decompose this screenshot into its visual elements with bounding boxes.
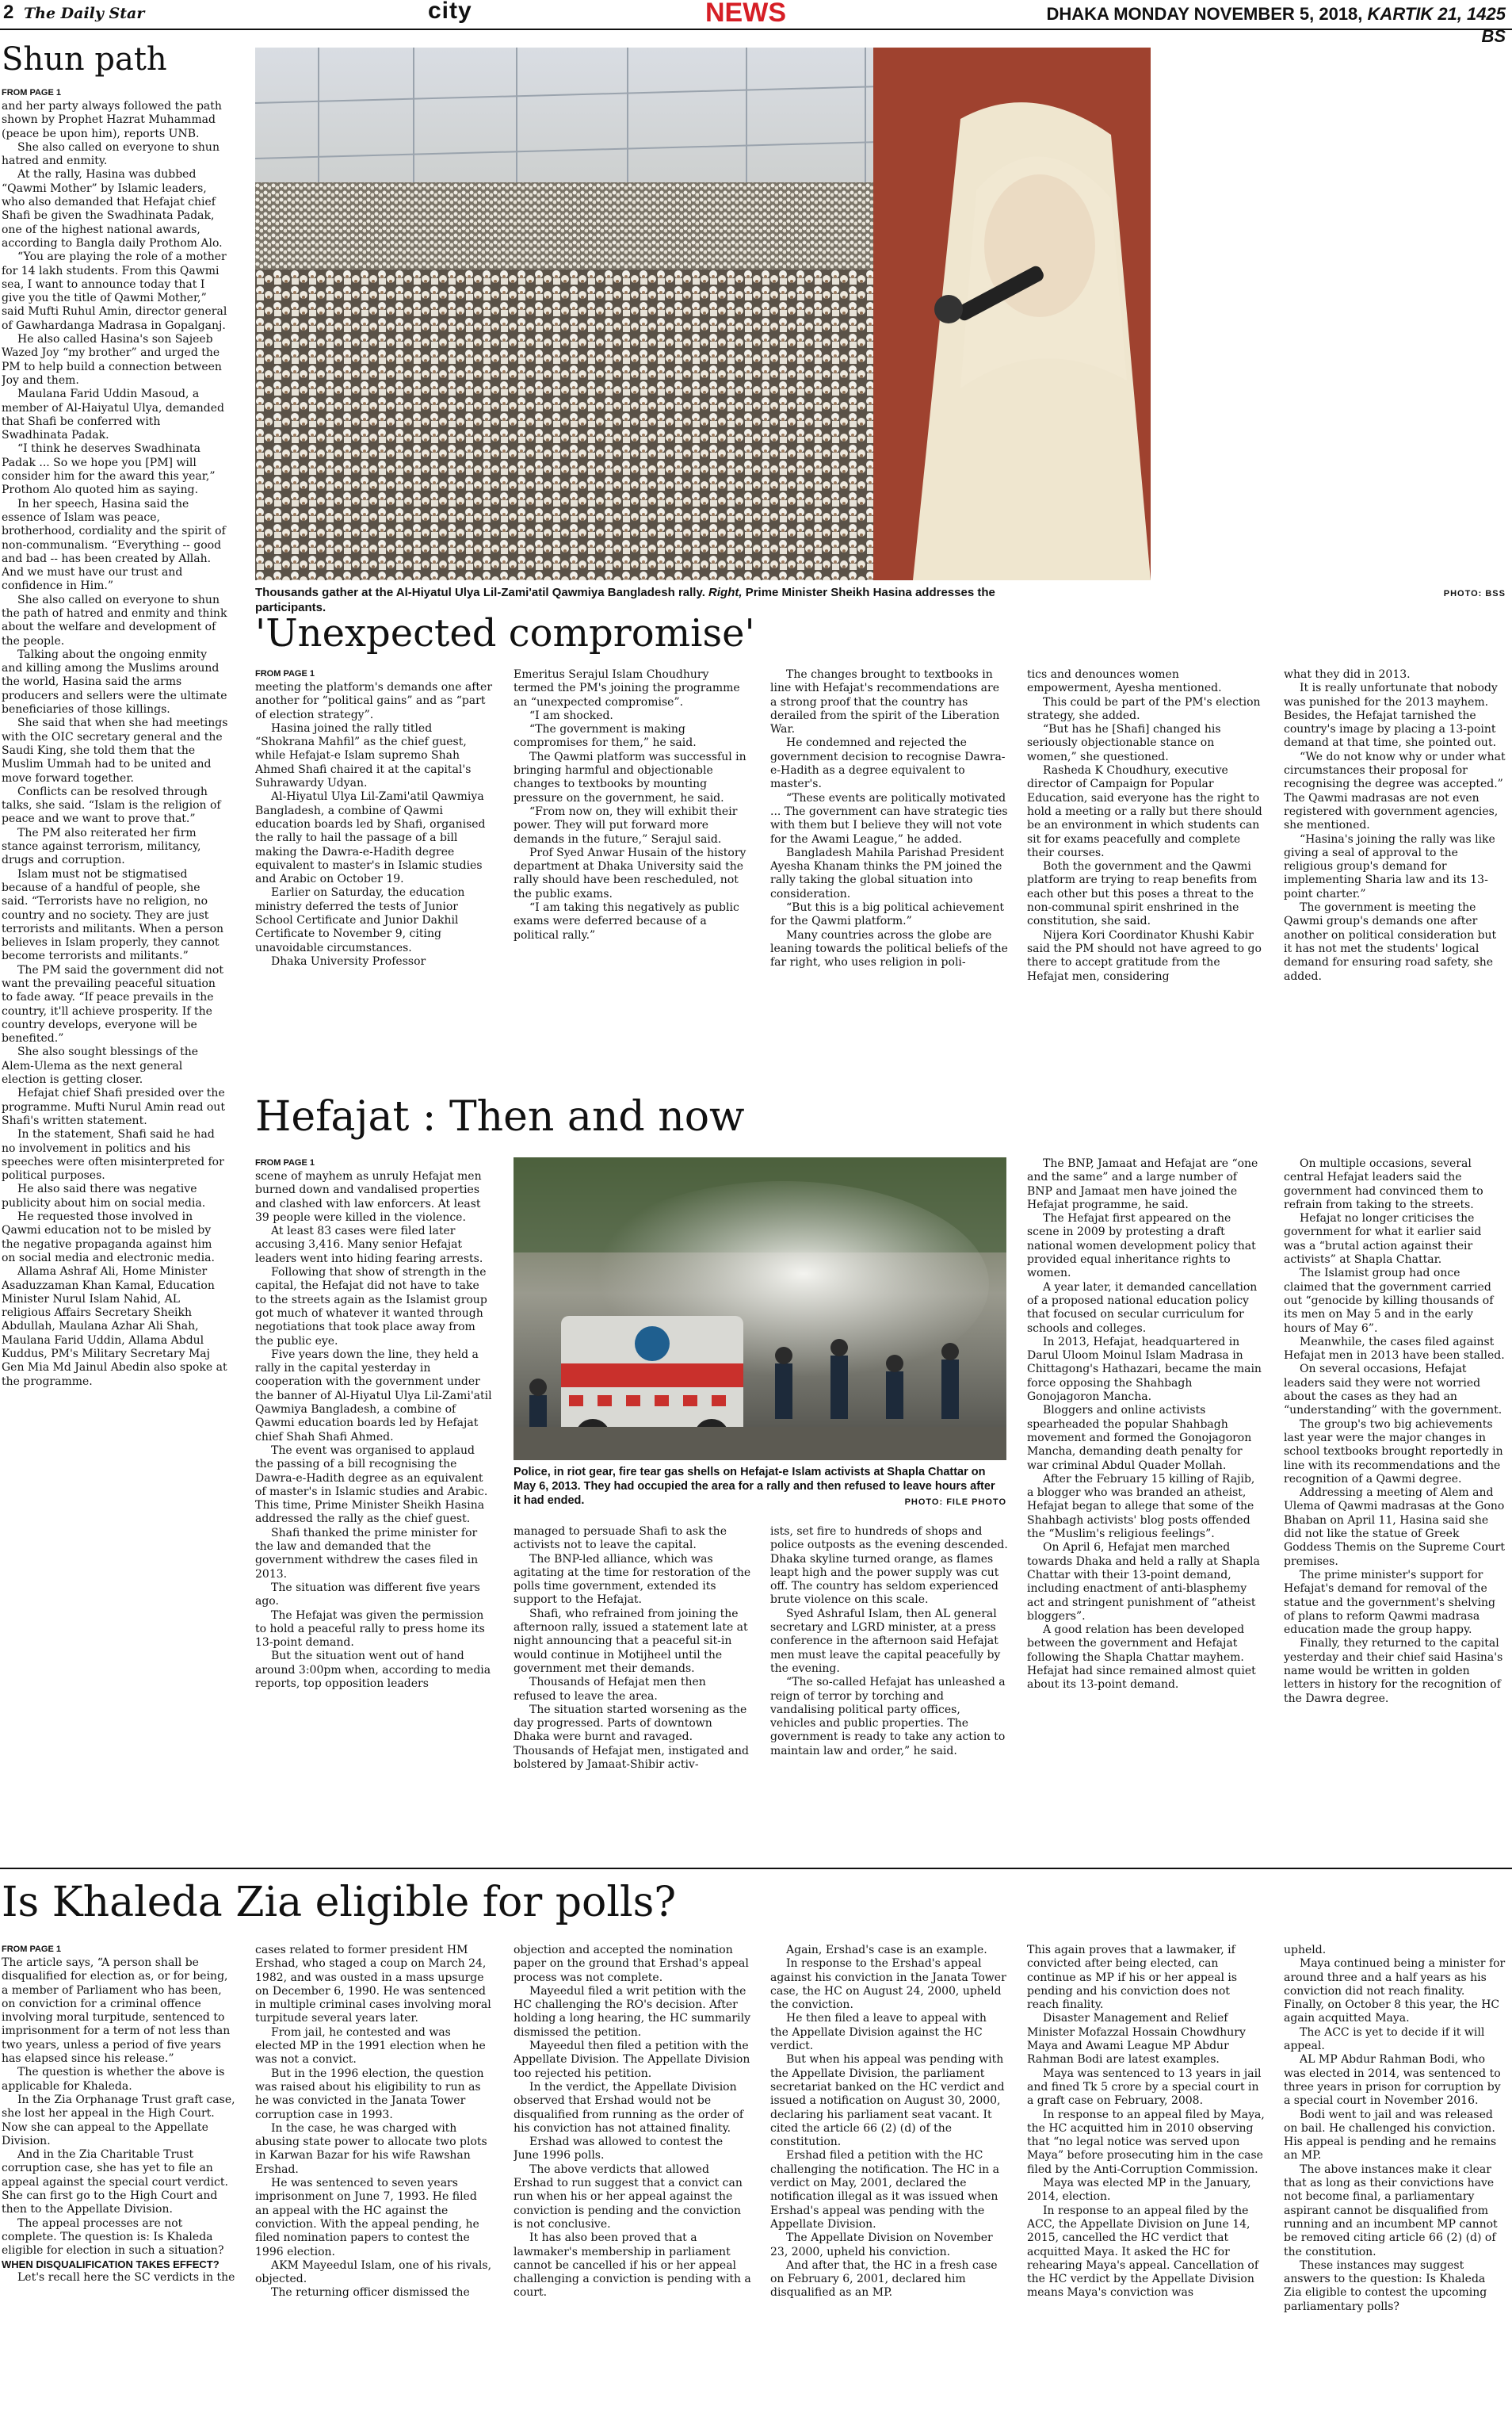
article-paragraph: Mayeedul filed a writ petition with the HC challenging the RO's decision. After holding a long hearing, the HC summarily dismissed the petition. xyxy=(514,1984,751,2039)
article-paragraph: Hasina joined the rally titled “Shokrana Mahfil” as the chief guest, while Hefajat-e Islam supremo Shah Ahmed Shafi chaired it at the capital's Suhrawardy Udyan. xyxy=(255,721,472,790)
article-paragraph: Maya continued being a minister for around three and a half years as his conviction did not reach finality. Finally, on October 8 this year, the HC again acquitted Maya. xyxy=(1284,1957,1506,2025)
hefajat-col-1-body xyxy=(255,1170,493,1691)
article-paragraph: The Appellate Division on November 23, 2000, upheld his conviction. xyxy=(770,2231,993,2258)
article-paragraph: Again, Ershad's case is an example. xyxy=(786,1944,987,1956)
article-paragraph: These instances may suggest answers to the question: Is Khaleda Zia eligible to contest the upcoming parliamentary polls? xyxy=(1284,2258,1487,2313)
from-page-label: FROM PAGE 1 xyxy=(255,669,315,679)
article-paragraph: “I think he deserves Swadhinata Padak ... So we hope you [PM] will consider him for the award this year,” Prothom Alo quoted him as saying. xyxy=(2,442,216,497)
article-paragraph: A good relation has been developed between the government and Hefajat following the Shapla Chattar mayhem. Hefajat had since remained almost quiet about its 13-point demand. xyxy=(1027,1623,1256,1692)
article-paragraph: what they did in 2013. xyxy=(1284,668,1411,681)
article-paragraph: In the case, he was charged with abusing state power to allocate two plots in Karwan Bazar for his wife Rawshan Ershad. xyxy=(255,2121,487,2176)
unexpected-col-2 xyxy=(514,668,751,1080)
article-paragraph: The article says, “A person shall be disqualified for election as, or for being, a member of Parliament who has been, on conviction for a criminal offence involving moral turpitude, sentenced to imprisonment for a term of not less than two years, unless a period of five years has elapsed since his release.” xyxy=(2,1956,231,2066)
article-paragraph: The above verdicts that allowed Ershad to run suggest that a convict can run when his or her appeal against the conviction is pending and the conviction is not conclusive. xyxy=(514,2163,743,2231)
rally-caption-emphasis: Right, xyxy=(708,586,743,599)
article-paragraph: “I am shocked. xyxy=(529,709,613,722)
article-paragraph: “These events are politically motivated ... The government can have strategic ties with them but I believe they will not vote for the Awami League,” he added. xyxy=(770,791,1008,846)
from-page-label: FROM PAGE 1 xyxy=(2,1945,61,1954)
article-paragraph: She said that when she had meetings with the OIC secretary general and the Saudi King, she told them that the Muslim Ummah had to be united and move forward together. xyxy=(2,717,228,785)
khaleda-headline: Is Khaleda Zia eligible for polls? xyxy=(2,1879,677,1926)
article-paragraph: This could be part of the PM's election strategy, she added. xyxy=(1027,695,1261,722)
article-paragraph: “But has he [Shafi] changed his seriously objectionable stance on women,” she questioned. xyxy=(1027,723,1221,763)
article-paragraph: Maulana Farid Uddin Masoud, a member of Al-Haiyatul Ulya, demanded that Shafi be conferred with Swadhinata Padak. xyxy=(2,388,224,442)
shun-path-body xyxy=(2,100,228,1389)
article-paragraph: But in the 1996 election, the question was raised about his eligibility to run as he was convicted in the Janata Tower corruption case in 1993. xyxy=(255,2067,484,2121)
article-paragraph: Earlier on Saturday, the education ministry deferred the tests of Junior School Certificate and Junior Dakhil Certificate to November 9, citing unavoidable circumstances. xyxy=(255,886,465,954)
article-paragraph: In response to an appeal filed by the ACC, the Appellate Division on June 14, 2015, cancelled the HC verdict that acquitted Maya. It asked the HC for rehearing Maya's appeal. Cancellation of the HC verdict by the Appellate Division means Maya's conviction was xyxy=(1027,2204,1259,2300)
article-paragraph: In 2013, Hefajat, headquartered in Darul Uloom Moinul Islam Madrasa in Chittagong's Hathazari, became the main force opposing the Shahbagh Gonojagoron Mancha. xyxy=(1027,1335,1262,1404)
article-paragraph: Hefajat chief Shafi presided over the programme. Mufti Nurul Amin read out Shafi's written statement. xyxy=(2,1087,225,1127)
article-paragraph: At least 83 cases were filed later accusing 3,416. Many senior Hefajat leaders went into hiding fearing arrests. xyxy=(255,1225,483,1265)
article-paragraph: On April 6, Hefajat men marched towards Dhaka and held a rally at Shapla Chattar with their 13-point demand, including enactment of anti-blasphemy act and stringent punishment of “atheist bloggers”. xyxy=(1027,1541,1260,1623)
article-paragraph: The group's two big achievements last year were the major changes in school textbooks brought reportedly in line with its recommendations and the recognition of a Qawmi degree. xyxy=(1284,1417,1503,1486)
from-page-label: FROM PAGE 1 xyxy=(255,1158,315,1168)
hefajat-col-1 xyxy=(255,1157,493,1855)
article-paragraph: Shafi thanked the prime minister for the law and demanded that the government withdrew the cases filed in 2013. xyxy=(255,1526,479,1581)
article-paragraph: It has also been proved that a lawmaker's membership in parliament cannot be cancelled if his or her appeal challenging a conviction is pending with a court. xyxy=(514,2231,751,2300)
khaleda-col-1-body xyxy=(2,1956,236,2258)
article-paragraph: “We do not know why or under what circumstances their proposal for recognising the degree was accepted.” The Qawmi madrasas are not even registered with government agencies, she mentioned. xyxy=(1284,750,1506,832)
article-paragraph: upheld. xyxy=(1284,1944,1327,1956)
article-paragraph: Meanwhile, the cases filed against Hefajat men in 2013 have been stalled. xyxy=(1284,1335,1505,1363)
article-paragraph: The event was organised to applaud the passing of a bill recognising the Dawra-e-Hadith degree as an equivalent of master's in Islamic studies and Arabic. This time, Prime Minister Sheikh Hasina addressed the rally as the chief guest. xyxy=(255,1444,488,1526)
article-paragraph: Bloggers and online activists spearheaded the popular Shahbagh movement and formed the Gonojagoron Mancha, demanding death penalty for war criminal Abdul Quader Mollah. xyxy=(1027,1404,1252,1472)
article-paragraph: Islam must not be stigmatised because of a handful of people, she said. “Terrorists have no religion, no country and no society. They are just terrorists and militants. When a person believes in Islam properly, they cannot become terrorists and militants.” xyxy=(2,867,224,963)
article-paragraph: The situation was different five years ago. xyxy=(255,1581,480,1608)
khaleda-col-1-tail: Let's recall here the SC verdicts in the xyxy=(17,2270,235,2284)
khaleda-col-3 xyxy=(514,1944,751,2410)
article-paragraph: The above instances make it clear that as long as their convictions have not become final, a parliamentary aspirant cannot be disqualified from running and an incumbent MP cannot be removed citing article 66 (2) (d) of the constitution. xyxy=(1284,2163,1498,2258)
article-paragraph: The BNP, Jamaat and Hefajat are “one and the same” and a large number of BNP and Jamaat men have joined the Hefajat programme, he said. xyxy=(1027,1157,1258,1211)
khaleda-col-5 xyxy=(1027,1944,1265,2410)
article-paragraph: Thousands of Hefajat men then refused to leave the area. xyxy=(514,1676,706,1703)
khaleda-col-1 xyxy=(2,1944,236,2410)
article-paragraph: He requested those involved in Qawmi education not to be misled by the negative propaganda against him on social media and electronic media. xyxy=(2,1210,215,1264)
article-paragraph: But when his appeal was pending with the Appellate Division, the parliament secretariat banked on the HC verdict and issued a notification on August 30, 2000, declaring his parliament seat vacant. It cited the article 66 (2) (d) of the constitution. xyxy=(770,2053,1005,2149)
unexpected-col-4 xyxy=(1027,668,1265,1080)
article-paragraph: The appeal processes are not complete. The question is: Is Khaleda eligible for election in such a situation? xyxy=(2,2216,224,2258)
article-paragraph: scene of mayhem as unruly Hefajat men burned down and vandalised properties and clashed with law enforcers. At least 39 people were killed in the violence. xyxy=(255,1170,482,1224)
section-tag: NEWS xyxy=(705,0,786,28)
article-paragraph: In response to the Ershad's appeal against his conviction in the Janata Tower case, the HC on August 24, 2000, upheld the conviction. xyxy=(770,1957,1006,2012)
article-paragraph: He also called Hasina's son Sajeeb Wazed Joy “my brother” and urged the PM to help build a connection between Joy and them. xyxy=(2,333,222,387)
article-paragraph: “But this is a big political achievement for the Qawmi platform.” xyxy=(770,901,1004,928)
paper-name: The Daily Star xyxy=(24,5,145,22)
article-paragraph: He also said there was negative publicity about him on social media. xyxy=(2,1183,206,1210)
article-paragraph: ists, set fire to hundreds of shops and police outposts as the evening descended. Dhaka skyline turned orange, as flames leapt high and the power supply was cut off. The country has seldom experienced brute violence on this scale. xyxy=(770,1525,1008,1607)
article-paragraph: On several occasions, Hefajat leaders said they were not worried about the cases as they had an “understanding” with the government. xyxy=(1284,1363,1502,1417)
article-paragraph: Five years down the line, they held a rally in the capital yesterday in cooperation with the government under the banner of Al-Hiyatul Ulya Lil-Zami'atil Qawmiya Bangladesh, a combine of Qawmi education boards led by Hefajat chief Shah Shafi Ahmed. xyxy=(255,1348,492,1444)
article-paragraph: In the verdict, the Appellate Division observed that Ershad would not be disqualified from running as the order of his conviction has not attained finality. xyxy=(514,2080,744,2135)
article-paragraph: “The government is making compromises for them,” he said. xyxy=(514,723,697,750)
article-paragraph: At the rally, Hasina was dubbed “Qawmi Mother” by Islamic leaders, who also demanded that Hefajat chief Shafi be given the Swadhinata Padak, one of the highest national awards, according to Bangla daily Prothom Alo. xyxy=(2,168,223,250)
dateline-city: DHAKA xyxy=(1046,4,1109,24)
article-paragraph: The BNP-led alliance, which was agitating at the time for restoration of the polls time government, extended its support to the Hefajat. xyxy=(514,1552,751,1607)
article-paragraph: In response to an appeal filed by Maya, the HC acquitted him in 2010 observing that “no legal notice was served upon Maya” before prosecuting him in the case filed by the Anti-Corruption Commission. xyxy=(1027,2108,1265,2176)
article-paragraph: She also sought blessings of the Alem-Ulema as the next general election is getting closer. xyxy=(2,1046,199,1087)
article-paragraph: And after that, the HC in a fresh case on February 6, 2001, declared him disqualified as an MP. xyxy=(770,2258,998,2300)
article-paragraph: Ershad filed a petition with the HC challenging the notification. The HC in a verdict on May, 2001, declared the notification illegal as it was issued when Ershad's appeal was pending with the Appellate Division. xyxy=(770,2149,999,2231)
article-paragraph: The Islamist group had once claimed that the government carried out “genocide by killing thousands of its men on May 5 and in the early hours of May 6”. xyxy=(1284,1267,1494,1335)
riot-photo-credit: PHOTO: FILE PHOTO xyxy=(904,1497,1006,1507)
khaleda-col-4 xyxy=(770,1944,1008,2410)
article-paragraph: managed to persuade Shafi to ask the activists not to leave the capital. xyxy=(514,1525,727,1552)
article-paragraph: Both the government and the Qawmi platform are trying to reap benefits from each other but this poses a threat to the non-communal spirit enshrined in the constitution, she said. xyxy=(1027,860,1258,928)
article-paragraph: Following that show of strength in the capital, the Hefajat did not have to take to the streets again as the Islamist group got much of whatever it wanted through negotiations that took place away from the public eye. xyxy=(255,1266,487,1348)
article-paragraph: Dhaka University Professor xyxy=(271,954,426,968)
article-paragraph: On multiple occasions, several central Hefajat leaders said the government had convinced them to refrain from taking to the streets. xyxy=(1284,1157,1483,1211)
riot-photo-caption: Police, in riot gear, fire tear gas shells on Hefajat-e Islam activists at Shapla Chattar on May 6, 2013. They had occupied the area for a rally and then refused to leave hours after it had ended. xyxy=(514,1466,995,1507)
article-paragraph: The changes brought to textbooks in line with Hefajat's recommendations are a strong proof that the country has derailed from the spirit of the Liberation War. xyxy=(770,668,1000,736)
article-paragraph: The PM said the government did not want the prevailing peaceful situation to fade away. “If peace prevails in the country, it'll achieve prosperity. If the country develops, everyone will be benefited.” xyxy=(2,963,223,1046)
unexpected-col-1 xyxy=(255,668,493,1080)
page-number: 2 xyxy=(3,2,14,23)
dateline-bangla: KARTIK 21, 1425 BS xyxy=(1367,4,1506,46)
article-paragraph: But the situation went out of hand around 3:00pm when, according to media reports, top opposition leaders xyxy=(255,1650,491,1690)
article-paragraph: Maya was sentenced to 13 years in jail and fined Tk 5 crore by a special court in a graft case on February, 2008. xyxy=(1027,2067,1262,2108)
khaleda-col-2 xyxy=(255,1944,493,2410)
article-paragraph: The Hefajat was given the permission to hold a peaceful rally to press home its 13-point demand. xyxy=(255,1608,485,1650)
article-paragraph: Ershad was allowed to contest the June 1996 polls. xyxy=(514,2136,724,2163)
article-paragraph: Disaster Management and Relief Minister Mofazzal Hossain Chowdhury Maya and Awami League MP Abdur Rahman Bodi are latest examples. xyxy=(1027,2012,1246,2067)
article-paragraph: Shafi, who refrained from joining the afternoon rally, issued a statement late at night announcing that a peaceful sit-in would continue in Motijheel until the government met their demands. xyxy=(514,1607,748,1675)
from-page-label: FROM PAGE 1 xyxy=(2,88,61,98)
article-paragraph: It is really unfortunate that nobody was punished for the 2013 mayhem. Besides, the Hefajat tarnished the country's image by placing a 13-point demand at that time, she pointed out. xyxy=(1284,682,1498,750)
unexpected-col-1-body xyxy=(255,681,493,969)
article-paragraph: A year later, it demanded cancellation of a proposed national education policy that focused on secular curriculum for schools and colleges. xyxy=(1027,1280,1258,1335)
article-paragraph: Conflicts can be resolved through talks, she said. “Islam is the religion of peace and we want to prove that.” xyxy=(2,785,221,826)
article-paragraph: He was sentenced to seven years imprisonment on June 7, 1993. He filed an appeal with the HC against the conviction. With the appeal pending, he filed nomination papers to contest the 1996 election. xyxy=(255,2177,479,2258)
unexpected-headline: 'Unexpected compromise' xyxy=(255,611,755,656)
article-paragraph: The government is meeting the Qawmi group's demands one after another on political consideration but it has not met the students' logical demand for ensuring road safety, she added. xyxy=(1284,901,1497,983)
hefajat-col-4 xyxy=(1027,1157,1265,1855)
article-paragraph: “From now on, they will exhibit their power. They will put forward more demands in the future,” Serajul said. xyxy=(514,805,738,846)
article-paragraph: The returning officer dismissed the xyxy=(271,2286,470,2300)
article-paragraph: Finally, they returned to the capital yesterday and their chief said Hasina's name would be written in golden letters in history for the recognition of the Dawra degree. xyxy=(1284,1637,1503,1705)
article-paragraph: Rasheda K Choudhury, executive director of Campaign for Popular Education, said everyone has the right to hold a meeting or a rally but there should be an environment in which students can sit for exams peacefully and complete their courses. xyxy=(1027,764,1262,859)
article-paragraph: Mayeedul then filed a petition with the Appellate Division. The Appellate Division too rejected his petition. xyxy=(514,2040,750,2080)
section-label: city xyxy=(428,0,472,24)
article-paragraph: objection and accepted the nomination paper on the ground that Ershad's appeal process was not complete. xyxy=(514,1944,749,1984)
article-paragraph: “Hasina's joining the rally was like giving a seal of approval to the religious group's demand for implementing Sharia law and its 13-point charter.” xyxy=(1284,832,1495,901)
article-paragraph: This again proves that a lawmaker, if convicted after being elected, can continue as MP if his or her appeal is pending and his conviction does not reach finality. xyxy=(1027,1944,1238,2012)
article-paragraph: Emeritus Serajul Islam Choudhury termed the PM's joining the programme an “unexpected compromise”. xyxy=(514,668,740,709)
article-paragraph: Prof Syed Anwar Husain of the history department at Dhaka University said the rally should have been rescheduled, not the public exams. xyxy=(514,846,746,901)
article-paragraph: Bangladesh Mahila Parishad President Ayesha Khanam thinks the PM joined the rally taking the global situation into consideration. xyxy=(770,846,1005,901)
khaleda-subhead: WHEN DISQUALIFICATION TAKES EFFECT? xyxy=(2,2258,220,2270)
article-paragraph: She also called on everyone to shun hatred and enmity. xyxy=(2,140,220,168)
article-paragraph: Talking about the ongoing enmity and killing among the Muslims around the world, Hasina said the arms producers and sellers were the ultimate beneficiaries of those killings. xyxy=(2,648,227,717)
hefajat-col-3 xyxy=(770,1525,1008,1858)
article-paragraph: Nijera Kori Coordinator Khushi Kabir said the PM should not have agreed to go there to accept gratitude from the Hefajat men, considering xyxy=(1027,928,1262,983)
article-paragraph: In the Zia Orphanage Trust graft case, she lost her appeal in the High Court. Now she can appeal to the Appellate Division. xyxy=(2,2093,235,2147)
article-paragraph: Hefajat no longer criticises the government for what it earlier said was a “brutal action against their activists” at Shapla Chattar. xyxy=(1284,1212,1482,1267)
rally-photo-credit: PHOTO: BSS xyxy=(1443,589,1506,598)
shun-path-headline: Shun path xyxy=(2,41,167,78)
hefajat-headline: Hefajat : Then and now xyxy=(255,1093,745,1141)
article-paragraph: In the statement, Shafi said he had no involvement in politics and his speeches were often misinterpreted for political purposes. xyxy=(2,1128,224,1183)
article-paragraph: AL MP Abdur Rahman Bodi, who was elected in 2014, was sentenced to three years in prison for corruption by a special court in November 2016. xyxy=(1284,2053,1501,2108)
article-paragraph: Maya was elected MP in the January, 2014, election. xyxy=(1027,2177,1251,2204)
article-paragraph: The PM also reiterated her firm stance against terrorism, militancy, drugs and corruption. xyxy=(2,826,201,867)
article-paragraph: Allama Ashraf Ali, Home Minister Asaduzzaman Khan Kamal, Education Minister Nurul Islam Nahid, AL religious Affairs Secretary Sheikh Abdullah, Maulana Azhar Ali Shah, Maulana Farid Uddin, Allama Abdul Kuddus, PM's Military Secretary Maj Gen Mia Md Jainul Abedin also spoke at the programme. xyxy=(2,1265,227,1388)
article-paragraph: and her party always followed the path shown by Prophet Hazrat Muhammad (peace be upon him), reports UNB. xyxy=(2,100,222,140)
article-paragraph: Addressing a meeting of Alem and Ulema of Qawmi madrasas at the Gono Bhaban on April 11, Hasina said she did not like the statue of Greek Goddess Themis on the Supreme Court premises. xyxy=(1284,1486,1505,1568)
rally-crowd-photo xyxy=(255,48,1151,580)
dateline-day: MONDAY NOVEMBER 5, 2018, xyxy=(1113,4,1363,24)
article-paragraph: Bodi went to jail and was released on bail. He challenged his conviction. His appeal is pending and he remains an MP. xyxy=(1284,2108,1497,2163)
article-paragraph: “The so-called Hefajat has unleashed a reign of terror by torching and vandalising political party offices, vehicles and public properties. The government is ready to take any action to maintain law and order,” he said. xyxy=(770,1676,1006,1757)
article-paragraph: cases related to former president HM Ershad, who staged a coup on March 24, 1982, and was ousted in a mass upsurge on December 6, 1990. He was sentenced in multiple criminal cases involving moral turpitude several years later. xyxy=(255,1944,491,2025)
article-paragraph: AKM Mayeedul Islam, one of his rivals, objected. xyxy=(255,2258,492,2286)
article-paragraph: “I am taking this negatively as public exams were deferred because of a political rally.” xyxy=(514,901,739,942)
dateline xyxy=(1038,3,1506,48)
rally-caption-part: Prime Minister Sheikh Hasina addresses the participants. xyxy=(255,586,995,614)
article-paragraph: The question is whether the above is applicable for Khaleda. xyxy=(2,2066,225,2093)
shun-path-article xyxy=(2,87,228,1863)
article-paragraph: Many countries across the globe are leaning towards the political beliefs of the far right, who uses religion in poli- xyxy=(770,928,1008,969)
article-paragraph: “You are playing the role of a mother for 14 lakh students. From this Qawmi sea, I want to announce today that I give you the title of Qawmi Mother,” said Mufti Ruhul Amin, director general of Gawhardanga Madrasa in Gopalganj. xyxy=(2,250,227,332)
article-paragraph: tics and denounces women empowerment, Ayesha mentioned. xyxy=(1027,668,1222,695)
article-paragraph: And in the Zia Charitable Trust corruption case, she has yet to file an appeal against the special court verdict. She can first go to the High Court and then to the Appellate Division. xyxy=(2,2148,228,2216)
article-paragraph: Al-Hiyatul Ulya Lil-Zami'atil Qawmiya Bangladesh, a combine of Qawmi education boards led by Shafi, organised the rally to hail the passage of a bill making the Dawra-e-Hadith degree equivalent to master's in Islamic studies and Arabic on October 19. xyxy=(255,790,486,886)
article-paragraph: He condemned and rejected the government decision to recognise Dawra-e-Hadith as a degree equivalent to master's. xyxy=(770,736,1006,791)
riot-police-photo xyxy=(514,1157,1006,1460)
article-paragraph: He then filed a leave to appeal with the Appellate Division against the HC verdict. xyxy=(770,2012,987,2053)
riot-police-image xyxy=(514,1157,1006,1460)
hefajat-col-5 xyxy=(1284,1157,1506,1855)
section-divider xyxy=(0,1868,1512,1869)
article-paragraph: The ACC is yet to decide if it will appeal. xyxy=(1284,2025,1485,2053)
rally-crowd-image xyxy=(255,48,1151,580)
rally-caption-part: Thousands gather at the Al-Hiyatul Ulya Lil-Zami'atil Qawmiya Bangladesh rally. xyxy=(255,586,709,599)
article-paragraph: From jail, he contested and was elected MP in the 1991 election when he was not a convict. xyxy=(255,2025,486,2067)
unexpected-col-3 xyxy=(770,668,1008,1080)
article-paragraph: After the February 15 killing of Rajib, a blogger who was branded an atheist, Hefajat began to allege that some of the Shahbagh activists' blog posts offended the “Muslim's religious feelings”. xyxy=(1027,1472,1255,1541)
article-paragraph: The Qawmi platform was successful in bringing harmful and objectionable changes to textbooks by mounting pressure on the government, he said. xyxy=(514,750,746,805)
article-paragraph: meeting the platform's demands one after another for “political gains” and as “part of election strategy”. xyxy=(255,681,493,721)
hefajat-col-2 xyxy=(514,1525,751,1858)
article-paragraph: The Hefajat first appeared on the scene in 2009 by protesting a draft national women development policy that provided equal inheritance rights to women. xyxy=(1027,1212,1256,1280)
article-paragraph: The prime minister's support for Hefajat's demand for removal of the statue and the government's shelving of plans to reform Qawmi madrasa education made the group happy. xyxy=(1284,1568,1495,1637)
khaleda-col-6 xyxy=(1284,1944,1506,2410)
article-paragraph: The situation started worsening as the day progressed. Parts of downtown Dhaka were burnt and ravaged. Thousands of Hefajat men, instigated and bolstered by Jamaat-Shibir activ- xyxy=(514,1703,750,1772)
unexpected-col-5 xyxy=(1284,668,1506,1080)
article-paragraph: Syed Ashraful Islam, then AL general secretary and LGRD minister, at a press conference in the afternoon said Hefajat men must leave the capital peacefully by the evening. xyxy=(770,1607,1001,1675)
article-paragraph: In her speech, Hasina said the essence of Islam was peace, brotherhood, cordiality and the spirit of non-communalism. “Everything -- good and bad -- has been created by Allah. And we must have our trust and confidence in Him.” xyxy=(2,497,226,593)
article-paragraph: She also called on everyone to shun the path of hatred and enmity and think about the welfare and development of the people. xyxy=(2,593,227,648)
